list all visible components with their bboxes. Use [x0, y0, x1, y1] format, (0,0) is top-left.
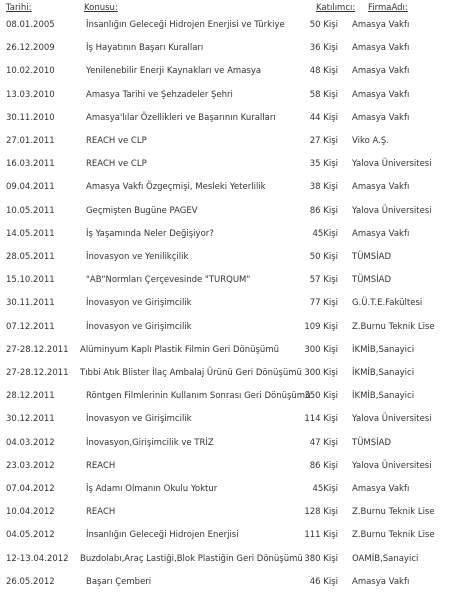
row-firm: Yalova Üniversitesi: [352, 414, 432, 425]
row-participants: 47 Kişi: [309, 437, 338, 448]
row-firm: Yalova Üniversitesi: [352, 460, 432, 471]
table-row: [0, 505, 466, 519]
row-firm: İKMİB,Sanayici: [352, 344, 415, 355]
table-row: [0, 18, 466, 32]
row-topic: İnovasyon ve Girişimcilik: [86, 298, 192, 309]
table-row: [0, 366, 466, 380]
row-date: 08.01.2005: [6, 20, 55, 30]
row-topic: İnovasyon ve Girişimcilik: [86, 321, 192, 332]
table-row: [0, 180, 466, 194]
table-row: [0, 436, 466, 450]
row-participants: 350 Kişi: [304, 391, 338, 402]
row-firm: Amasya Vakfı: [352, 576, 410, 587]
row-participants: 46 Kişi: [309, 576, 338, 587]
row-firm: OAMİB,Sanayici: [352, 553, 419, 564]
row-participants: 35 Kişi: [309, 159, 338, 170]
row-date: 13.03.2010: [6, 89, 55, 100]
row-topic: İş Adamı Olmanın Okulu Yoktur: [86, 484, 218, 494]
row-topic: Amasya Vakfı Özgeçmişi, Mesleki Yeterlilik: [86, 182, 266, 193]
table-row: [0, 459, 466, 473]
row-participants: 58 Kişi: [309, 89, 338, 100]
row-date: 30.11.2011: [6, 298, 55, 309]
row-firm: Z.Burnu Teknik Lise: [352, 321, 435, 332]
row-topic: REACH ve CLP: [86, 159, 147, 170]
row-date: 07.12.2011: [6, 321, 55, 332]
table-row: [0, 250, 466, 264]
row-participants: 57 Kişi: [309, 275, 338, 286]
row-topic: Amasya Tarihi ve Şehzadeler Şehri: [86, 89, 233, 100]
row-date: 28.12.2011: [6, 391, 55, 402]
row-date: 30.11.2010: [6, 112, 55, 123]
row-firm: TÜMSİAD: [352, 275, 392, 286]
table-row: [0, 343, 466, 357]
row-firm: Z.Burnu Teknik Lise: [352, 507, 435, 518]
table-row: [0, 157, 466, 171]
row-date: 09.04.2011: [6, 182, 55, 193]
row-topic: REACH: [86, 507, 116, 518]
row-topic: Tıbbi Atık Blister İlaç Ambalaj Ürünü Geri Dönüşümü: [80, 368, 302, 378]
row-participants: 86 Kişi: [309, 205, 338, 216]
row-participants: 50 Kişi: [309, 252, 338, 262]
row-firm: Viko A.Ş.: [352, 136, 389, 146]
row-topic: Röntgen Filmlerinin Kullanım Sonrası Geri Dönüşümü: [86, 391, 311, 402]
row-participants: 380 Kişi: [304, 553, 338, 564]
row-topic: Başarı Çemberi: [86, 576, 152, 587]
table-row: [0, 389, 466, 403]
row-date: 12-13.04.2012: [6, 553, 69, 564]
table-row: [0, 134, 466, 148]
table-row: [0, 320, 466, 334]
table-row: [0, 41, 466, 55]
table-row: [0, 552, 466, 566]
row-firm: Amasya Vakfı: [352, 43, 410, 54]
row-firm: Amasya Vakfı: [352, 89, 410, 100]
row-firm: Amasya Vakfı: [352, 484, 410, 494]
row-topic: İnsanlığın Geleceği Hidrojen Enerjisi ve Türkiye: [86, 20, 285, 30]
row-firm: G.Ü.T.E.Fakültesi: [352, 298, 423, 309]
row-firm: Amasya Vakfı: [352, 182, 410, 193]
row-topic: İnsanlığın Geleceği Hidrojen Enerjisi: [86, 530, 239, 541]
row-date: 23.03.2012: [6, 460, 55, 471]
row-topic: REACH: [86, 460, 116, 471]
row-topic: İş Yaşamında Neler Değişiyor?: [86, 228, 214, 239]
row-topic: İnovasyon ve Girişimcilik: [86, 414, 192, 425]
row-participants: 114 Kişi: [304, 414, 338, 425]
row-topic: Yenilenebilir Enerji Kaynakları ve Amasya: [86, 66, 262, 77]
row-date: 26.05.2012: [6, 576, 55, 587]
row-date: 27.01.2011: [6, 136, 55, 146]
header-participants: Katılımcı:: [316, 3, 356, 13]
row-participants: 128 Kişi: [304, 507, 338, 518]
row-topic: Buzdolabı,Araç Lastiği,Blok Plastiğin Geri Dönüşümü: [80, 553, 303, 564]
header-topic: Konusu:: [84, 3, 118, 13]
row-firm: TÜMSİAD: [352, 252, 392, 262]
row-firm: Yalova Üniversitesi: [352, 159, 432, 170]
row-firm: İKMİB,Sanayici: [352, 368, 415, 378]
row-topic: Alüminyum Kaplı Plastik Filmin Geri Dönüşümü: [80, 344, 279, 355]
row-participants: 111 Kişi: [304, 530, 338, 541]
row-participants: 48 Kişi: [309, 66, 338, 77]
table-row: [0, 227, 466, 241]
table-row: [0, 482, 466, 496]
row-participants: 45Kişi: [312, 484, 338, 494]
header-date: Tarihi:: [6, 3, 32, 13]
row-date: 15.10.2011: [6, 275, 55, 286]
row-firm: Amasya Vakfı: [352, 112, 410, 123]
row-firm: Amasya Vakfı: [352, 66, 410, 77]
row-topic: İnovasyon ve Yenilikçilik: [86, 252, 189, 262]
row-topic: Geçmişten Bugüne PAGEV: [86, 205, 198, 216]
row-date: 28.05.2011: [6, 252, 55, 262]
table-row: [0, 111, 466, 125]
row-date: 27-28.12.2011: [6, 344, 69, 355]
row-date: 27-28.12.2011: [6, 368, 69, 378]
row-date: 10.02.2010: [6, 66, 55, 77]
row-firm: TÜMSİAD: [352, 437, 392, 448]
row-topic: İş Hayatının Başarı Kuralları: [86, 43, 204, 54]
row-date: 04.05.2012: [6, 530, 55, 541]
row-topic: REACH ve CLP: [86, 136, 147, 146]
row-firm: Amasya Vakfı: [352, 228, 410, 239]
row-topic: İnovasyon,Girişimcilik ve TRİZ: [86, 437, 214, 448]
row-date: 14.05.2011: [6, 228, 55, 239]
row-participants: 86 Kişi: [309, 460, 338, 471]
row-participants: 36 Kişi: [309, 43, 338, 54]
row-firm: Yalova Üniversitesi: [352, 205, 432, 216]
row-date: 26.12.2009: [6, 43, 55, 54]
table-row: [0, 273, 466, 287]
row-participants: 45Kişi: [312, 228, 338, 239]
row-participants: 27 Kişi: [309, 136, 338, 146]
row-participants: 300 Kişi: [304, 344, 338, 355]
row-participants: 300 Kişi: [304, 368, 338, 378]
table-row: [0, 88, 466, 102]
table-row: [0, 296, 466, 310]
row-participants: 77 Kişi: [309, 298, 338, 309]
row-firm: İKMİB,Sanayici: [352, 391, 415, 402]
row-date: 07.04.2012: [6, 484, 55, 494]
table-row: [0, 412, 466, 426]
row-participants: 38 Kişi: [309, 182, 338, 193]
row-firm: Z.Burnu Teknik Lise: [352, 530, 435, 541]
table-row: [0, 64, 466, 78]
row-date: 16.03.2011: [6, 159, 55, 170]
row-date: 04.03.2012: [6, 437, 55, 448]
row-topic: Amasya'lılar Özellikleri ve Başarının Kuralları: [86, 112, 276, 123]
row-participants: 44 Kişi: [309, 112, 338, 123]
row-participants: 109 Kişi: [304, 321, 338, 332]
row-firm: Amasya Vakfı: [352, 20, 410, 30]
table-row: [0, 204, 466, 218]
row-date: 10.05.2011: [6, 205, 55, 216]
header-firm: FirmaAdı:: [368, 3, 408, 13]
row-participants: 50 Kişi: [309, 20, 338, 30]
row-date: 10.04.2012: [6, 507, 55, 518]
table-row: [0, 575, 466, 589]
row-topic: "AB"Normları Çerçevesinde "TURQUM": [86, 275, 251, 286]
table-row: [0, 528, 466, 542]
row-date: 30.12.2011: [6, 414, 55, 425]
